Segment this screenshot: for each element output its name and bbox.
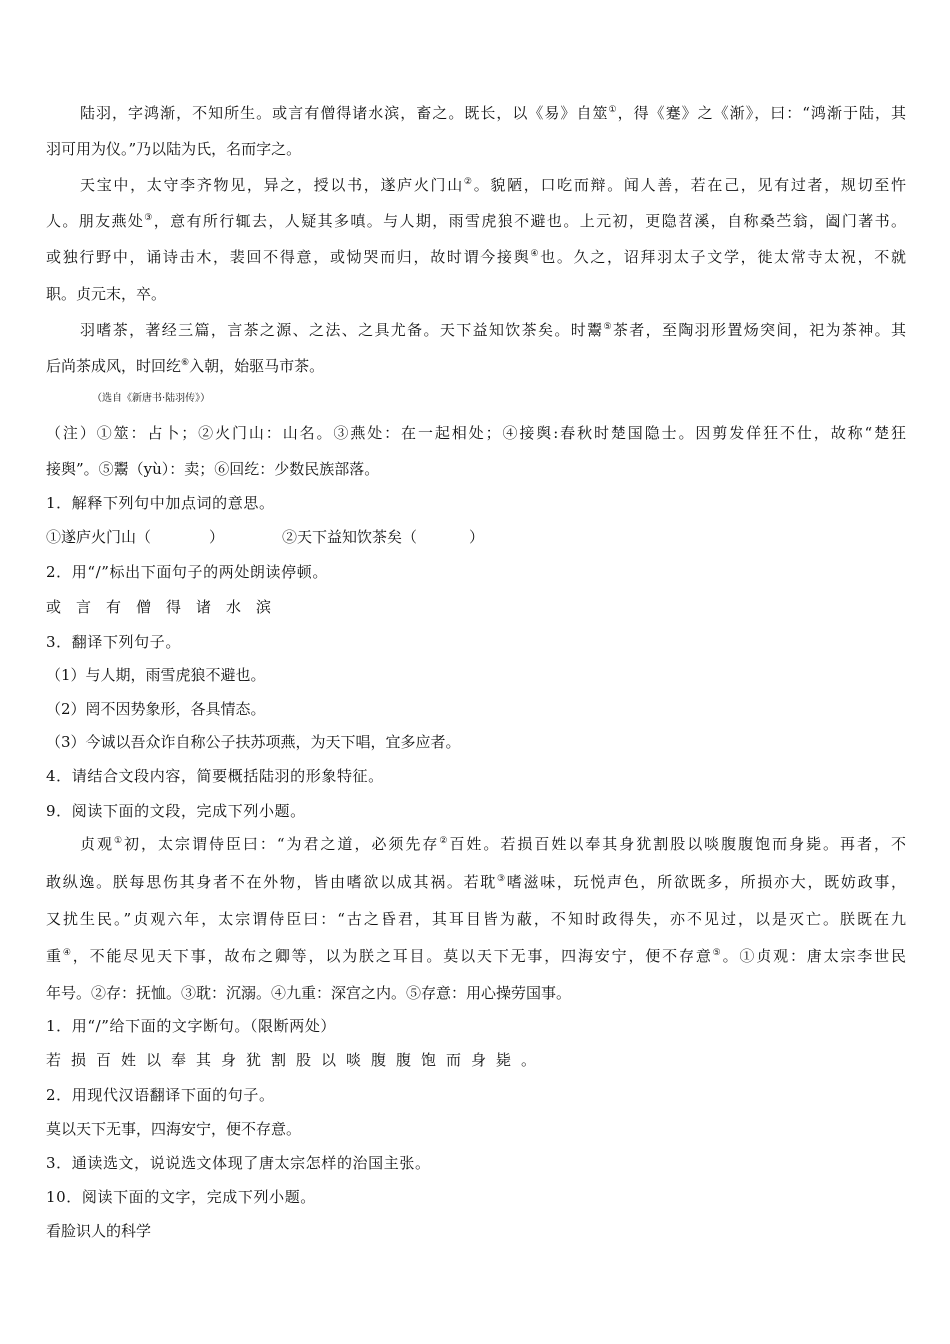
passage-line-7: 羽嗜茶，著经三篇，言茶之源、之法、之具尤备。天下益知饮茶矣。时鬻⑤茶者，至陶羽形置炀突间，祀为茶神。其	[80, 321, 906, 339]
passage2-line-4: 重④，不能尽见天下事，故布之卿等，以为朕之耳目。莫以天下无事，四海安宁，便不存意⑤。①贞观：唐太宗李世民	[46, 947, 906, 965]
passage-line-4: 人。朋友燕处③，意有所行辄去，人疑其多嗔。与人期，雨雪虎狼不避也。上元初，更隐苕溪，自称桑苎翁，阖门著书。	[46, 212, 906, 230]
passage-line-1: 陆羽，字鸿渐，不知所生。或言有僧得诸水滨，畜之。既长，以《易》自筮①，得《蹇》之《渐》，曰：“鸿渐于陆，其	[80, 104, 907, 122]
question-2: 2．用“/”标出下面句子的两处朗读停顿。	[46, 563, 328, 581]
passage-line-8: 后尚茶成风，时回纥⑥入朝，始驱马市茶。	[46, 357, 325, 375]
section-9-question-2: 2．用现代汉语翻译下面的句子。	[46, 1086, 275, 1104]
source-citation: （选自《新唐书·陆羽传》）	[92, 393, 211, 404]
passage-line-2: 羽可用为仪。”乃以陆为氏，名而字之。	[46, 140, 302, 158]
question-3-item-1: （1）与人期，雨雪虎狼不避也。	[46, 666, 266, 684]
question-3: 3．翻译下列句子。	[46, 633, 181, 651]
question-4: 4．请结合文段内容，简要概括陆羽的形象特征。	[46, 767, 384, 785]
section-9-question-1: 1．用“/”给下面的文字断句。（限断两处）	[46, 1017, 337, 1035]
section-9-question-1-sentence: 若损百姓以奉其身犹割股以啖腹腹饱而身毙。	[46, 1051, 547, 1069]
section-9-question-2-sentence: 莫以天下无事，四海安宁，便不存意。	[46, 1120, 302, 1138]
passage2-line-1: 贞观①初，太宗谓侍臣曰：“为君之道，必须先存②百姓。若损百姓以奉其身犹割股以啖腹腹饱而身毙。再者，不	[80, 835, 906, 853]
question-3-item-3: （3）今诚以吾众诈自称公子扶苏项燕，为天下唱，宜多应者。	[46, 733, 461, 751]
passage-line-6: 职。贞元末，卒。	[46, 285, 167, 303]
passage2-line-2: 敢纵逸。朕每思伤其身者不在外物，皆由嗜欲以成其祸。若耽③嗜滋味，玩悦声色，所欲既多，所损亦大，既妨政事，	[46, 873, 906, 891]
question-2-sentence: 或言有僧得诸水滨	[46, 598, 287, 616]
section-10-title: 看脸识人的科学	[46, 1222, 152, 1240]
passage-line-3: 天宝中，太守李齐物见，异之，授以书，遂庐火门山②。貌陋，口吃而辩。闻人善，若在己，见有过者，规切至忤	[80, 176, 906, 194]
passage-line-5: 或独行野中，诵诗击木，裴回不得意，或恸哭而归，故时谓今接舆④也。久之，诏拜羽太子文学，徙太常寺太祝，不就	[46, 248, 906, 266]
section-9-heading: 9．阅读下面的文段，完成下列小题。	[46, 802, 306, 820]
passage2-line-5: 年号。②存：抚恤。③耽：沉溺。④九重：深宫之内。⑤存意：用心操劳国事。	[46, 984, 572, 1002]
question-3-item-2: （2）罔不因势象形，各具情态。	[46, 700, 266, 718]
annotation-line-2: 接舆”。⑤鬻（yù）：卖；⑥回纥：少数民族部落。	[46, 460, 380, 478]
question-1-items: ①遂庐火门山（ ） ②天下益知饮茶矣（ ）	[46, 528, 485, 546]
annotation-line-1: （注）①筮：占卜；②火门山：山名。③燕处：在一起相处；④接舆:春秋时楚国隐士。因剪发佯狂不仕，故称“楚狂	[46, 424, 906, 442]
section-9-question-3: 3．通读选文，说说选文体现了唐太宗怎样的治国主张。	[46, 1154, 431, 1172]
section-10-heading: 10．阅读下面的文字，完成下列小题。	[46, 1188, 316, 1206]
passage2-line-3: 又扰生民。”贞观六年，太宗谓侍臣曰：“古之昏君，其耳目皆为蔽，不知时政得失，亦不见过，以是灭亡。朕既在九	[46, 910, 906, 928]
question-1: 1．解释下列句中加点词的意思。	[46, 494, 275, 512]
